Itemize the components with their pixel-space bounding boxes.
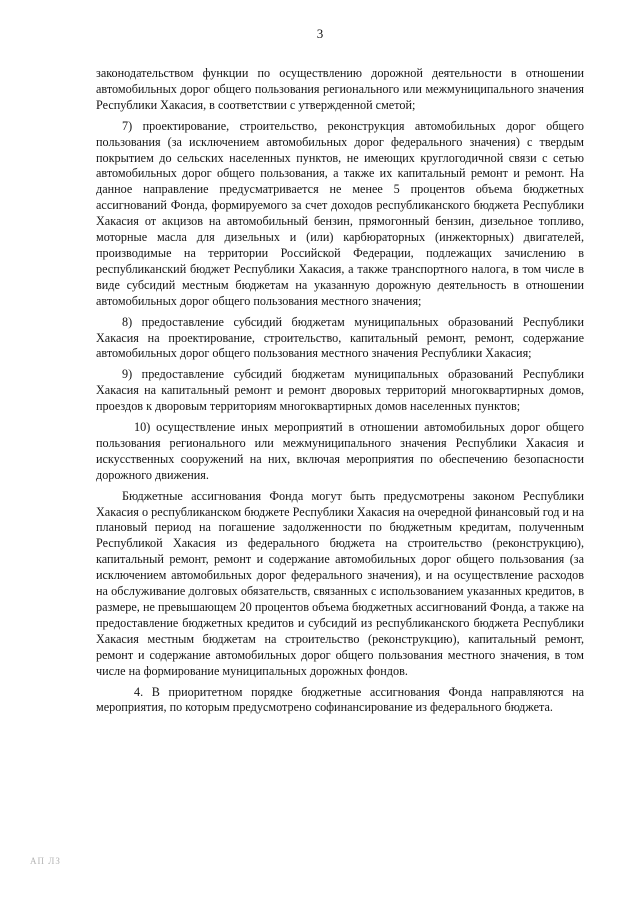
paragraph-item-8: 8) предоставление субсидий бюджетам муниципальных образований Республики Хакасия на проектирование, строительство, капитальный ремонт, ремонт, содержание автомобильных дорог общего пользования местного значения Республики Хакасия; — [96, 314, 584, 361]
page-number: 3 — [316, 26, 324, 41]
paragraph-item-7: 7) проектирование, строительство, реконструкция автомобильных дорог общего пользования (за исключением автомобильных дорог федерального значения) с твердым покрытием до сельских населенных пунктов, не имеющих круглогодичной связи с сетью автомобильных дорог общего пользования, а также их капитальный ремонт и ремонт. На данное направление предусматривается не менее 5 процентов объема бюджетных ассигнований Фонда, формируемого за счет доходов республиканского бюджета Республики Хакасия от акцизов на автомобильный бензин, прямогонный бензин, дизельное топливо, моторные масла для дизельных и (или) карбюраторных (инжекторных) двигателей, производимые на территории Российской Федерации, подлежащих зачислению в республиканский бюджет Республики Хакасия, а также транспортного налога, в том числе в виде субсидий местным бюджетам на указанную дорожную деятельность в отношении автомобильных дорог общего пользования местного значения; — [96, 118, 584, 308]
paragraph-budget-allocations: Бюджетные ассигнования Фонда могут быть предусмотрены законом Республики Хакасия о республиканском бюджете Республики Хакасия на очередной финансовый год и на плановый период на погашение задолженности по бюджетным кредитам, полученным Республикой Хакасия из федерального бюджета на строительство (реконструкцию), капитальный ремонт, ремонт и содержание автомобильных дорог общего пользования (за исключением автомобильных дорог федерального значения), и на осуществление расходов на обслуживание долговых обязательств, связанных с использованием указанных кредитов, в размере, не превышающем 20 процентов объема бюджетных ассигнований Фонда, а также на предоставление бюджетных кредитов и субсидий из республиканского бюджета Республики Хакасия местным бюджетам на строительство (реконструкцию), капитальный ремонт, ремонт и содержание автомобильных дорог общего пользования местного значения, в том числе на формирование муниципальных дорожных фондов. — [96, 488, 584, 678]
paragraph-item-10: 10) осуществление иных мероприятий в отношении автомобильных дорог общего пользования регионального или межмуниципального значения Республики Хакасия и искусственных сооружений на них, включая мероприятия по обеспечению безопасности дорожного движения. — [96, 420, 584, 482]
paragraph-section-4: 4. В приоритетном порядке бюджетные ассигнования Фонда направляются на мероприятия, по которым предусмотрено софинансирование из федерального бюджета. — [96, 684, 584, 715]
paragraph-continuation: законодательством функции по осуществлению дорожной деятельности в отношении автомобильных дорог общего пользования регионального или межмуниципального значения Республики Хакасия, в соответствии с утвержденной сметой; — [96, 66, 584, 112]
paragraph-item-9: 9) предоставление субсидий бюджетам муниципальных образований Республики Хакасия на капитальный ремонт и ремонт дворовых территорий многоквартирных домов, проездов к дворовым территориям многоквартирных домов населенных пунктов; — [96, 367, 584, 414]
document-body — [96, 66, 584, 716]
footer-mark: АП ЛЗ — [30, 856, 61, 866]
